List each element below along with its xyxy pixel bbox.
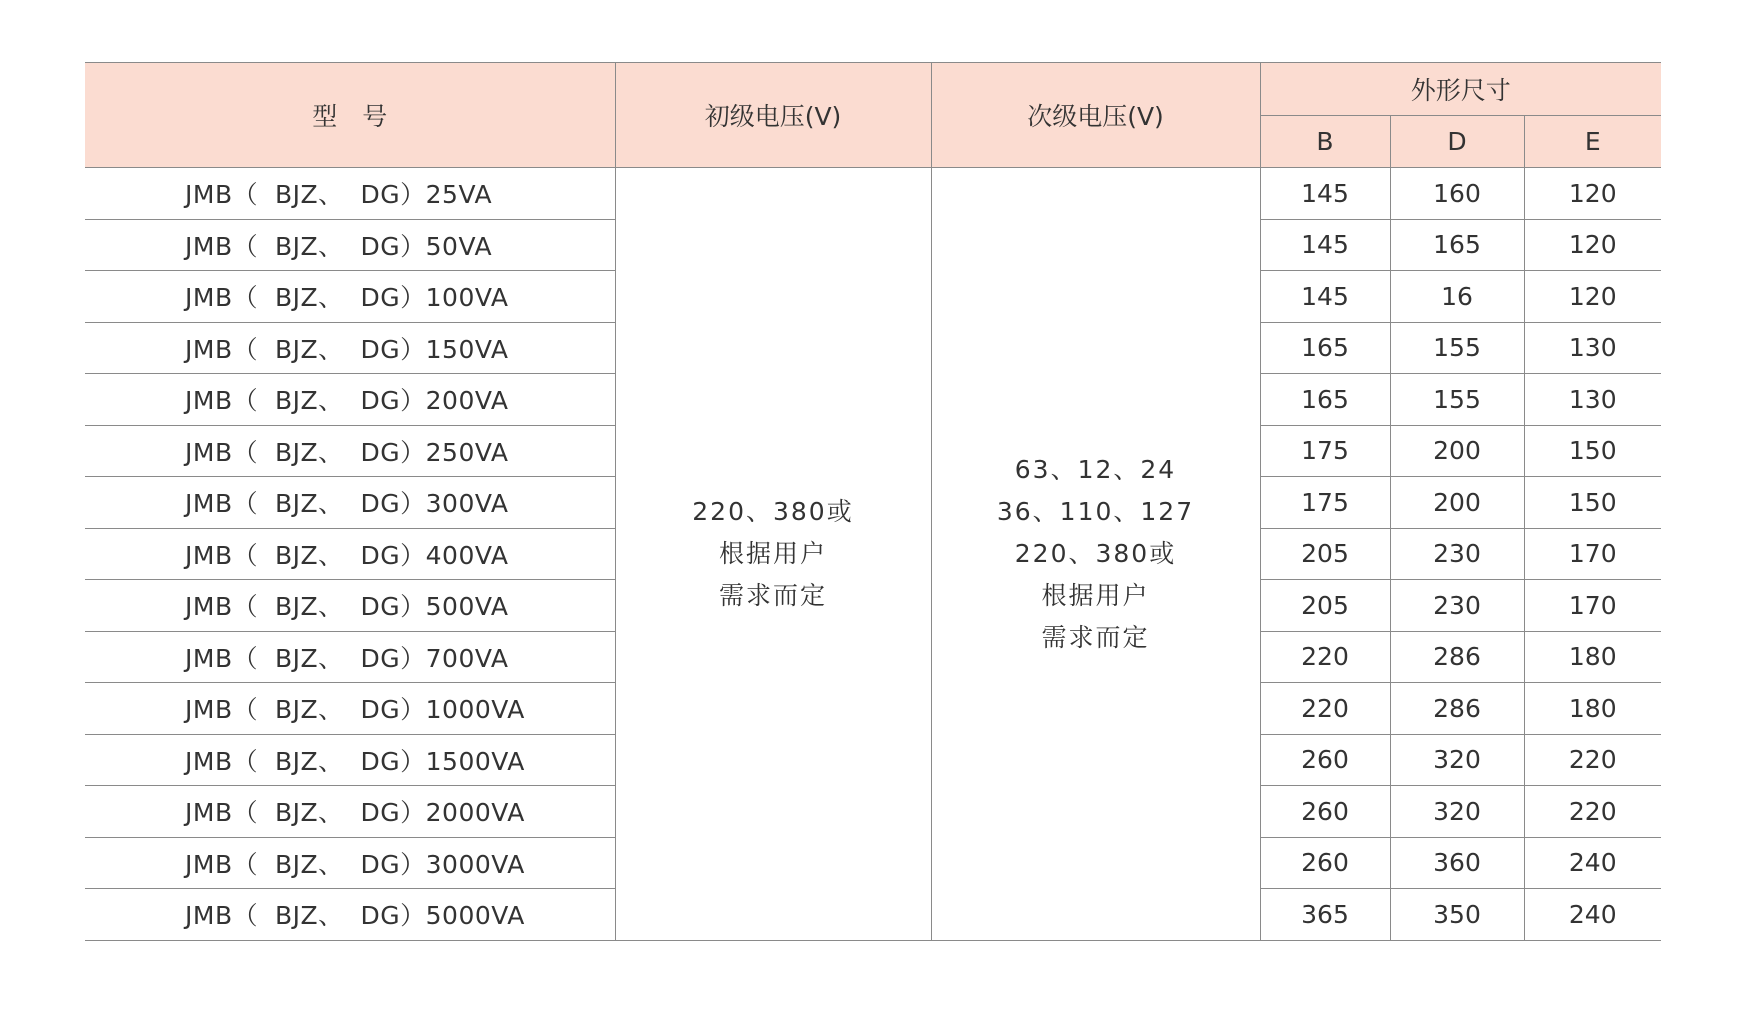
model-cell: JMB（ BJZ、 DG）200VA: [85, 374, 615, 426]
dim-b-cell: 260: [1260, 786, 1390, 838]
dim-d-cell: 16: [1390, 271, 1524, 323]
dim-b-cell: 205: [1260, 528, 1390, 580]
dim-d-cell: 350: [1390, 889, 1524, 941]
spec-table: [85, 62, 1661, 941]
dim-b-cell: 365: [1260, 889, 1390, 941]
dim-e-cell: 130: [1524, 374, 1661, 426]
secondary-voltage-cell: [931, 168, 1260, 941]
model-cell: JMB（ BJZ、 DG）500VA: [85, 580, 615, 632]
header-dim-e: E: [1524, 116, 1661, 168]
header-dim-d: D: [1390, 116, 1524, 168]
model-cell: JMB（ BJZ、 DG）700VA: [85, 631, 615, 683]
dim-e-cell: 150: [1524, 477, 1661, 529]
secondary-voltage-line: 需求而定: [1041, 622, 1150, 652]
header-dimensions: 外形尺寸: [1260, 63, 1661, 116]
dim-b-cell: 205: [1260, 580, 1390, 632]
dim-b-cell: 175: [1260, 477, 1390, 529]
dim-b-cell: 165: [1260, 322, 1390, 374]
dim-b-cell: 145: [1260, 168, 1390, 220]
model-cell: JMB（ BJZ、 DG）150VA: [85, 322, 615, 374]
table-body: [85, 168, 1661, 941]
dim-d-cell: 286: [1390, 631, 1524, 683]
dim-d-cell: 230: [1390, 528, 1524, 580]
primary-voltage-line: 需求而定: [718, 580, 827, 610]
dim-b-cell: 145: [1260, 219, 1390, 271]
secondary-voltage-line: 36、110、127: [996, 496, 1195, 526]
dim-e-cell: 120: [1524, 168, 1661, 220]
model-cell: JMB（ BJZ、 DG）1000VA: [85, 683, 615, 735]
dim-b-cell: 260: [1260, 734, 1390, 786]
dim-e-cell: 180: [1524, 631, 1661, 683]
dim-d-cell: 286: [1390, 683, 1524, 735]
primary-voltage-line: 根据用户: [718, 538, 827, 568]
model-cell: JMB（ BJZ、 DG）2000VA: [85, 786, 615, 838]
table-row: [85, 168, 1661, 220]
dim-b-cell: 260: [1260, 837, 1390, 889]
primary-voltage-cell: [615, 168, 931, 941]
dim-e-cell: 220: [1524, 786, 1661, 838]
dim-d-cell: 360: [1390, 837, 1524, 889]
dim-d-cell: 200: [1390, 425, 1524, 477]
dim-b-cell: 220: [1260, 631, 1390, 683]
primary-voltage-line: 220、380或: [692, 496, 854, 526]
dim-e-cell: 150: [1524, 425, 1661, 477]
dim-e-cell: 120: [1524, 271, 1661, 323]
model-cell: JMB（ BJZ、 DG）250VA: [85, 425, 615, 477]
header-row-top: [85, 63, 1661, 116]
dim-d-cell: 155: [1390, 322, 1524, 374]
dim-d-cell: 320: [1390, 786, 1524, 838]
dim-b-cell: 165: [1260, 374, 1390, 426]
dim-d-cell: 155: [1390, 374, 1524, 426]
dim-e-cell: 180: [1524, 683, 1661, 735]
model-cell: JMB（ BJZ、 DG）100VA: [85, 271, 615, 323]
model-cell: JMB（ BJZ、 DG）300VA: [85, 477, 615, 529]
dim-e-cell: 120: [1524, 219, 1661, 271]
dim-e-cell: 220: [1524, 734, 1661, 786]
dim-b-cell: 220: [1260, 683, 1390, 735]
dim-d-cell: 165: [1390, 219, 1524, 271]
model-cell: JMB（ BJZ、 DG）1500VA: [85, 734, 615, 786]
dim-d-cell: 320: [1390, 734, 1524, 786]
dim-b-cell: 175: [1260, 425, 1390, 477]
dim-b-cell: 145: [1260, 271, 1390, 323]
secondary-voltage-line: 220、380或: [1014, 538, 1177, 568]
model-cell: JMB（ BJZ、 DG）5000VA: [85, 889, 615, 941]
dim-e-cell: 240: [1524, 837, 1661, 889]
header-primary-voltage: 初级电压(V): [615, 63, 931, 168]
dim-e-cell: 240: [1524, 889, 1661, 941]
header-secondary-voltage: 次级电压(V): [931, 63, 1260, 168]
model-cell: JMB（ BJZ、 DG）50VA: [85, 219, 615, 271]
secondary-voltage-line: 根据用户: [1041, 580, 1150, 610]
model-cell: JMB（ BJZ、 DG）3000VA: [85, 837, 615, 889]
model-cell: JMB（ BJZ、 DG）25VA: [85, 168, 615, 220]
secondary-voltage-line: 63、12、24: [1014, 454, 1177, 484]
header-model: 型 号: [85, 63, 615, 168]
dim-d-cell: 230: [1390, 580, 1524, 632]
dim-d-cell: 160: [1390, 168, 1524, 220]
dim-d-cell: 200: [1390, 477, 1524, 529]
table-header: [85, 63, 1661, 168]
dim-e-cell: 130: [1524, 322, 1661, 374]
dim-e-cell: 170: [1524, 580, 1661, 632]
header-dim-b: B: [1260, 116, 1390, 168]
model-cell: JMB（ BJZ、 DG）400VA: [85, 528, 615, 580]
dim-e-cell: 170: [1524, 528, 1661, 580]
